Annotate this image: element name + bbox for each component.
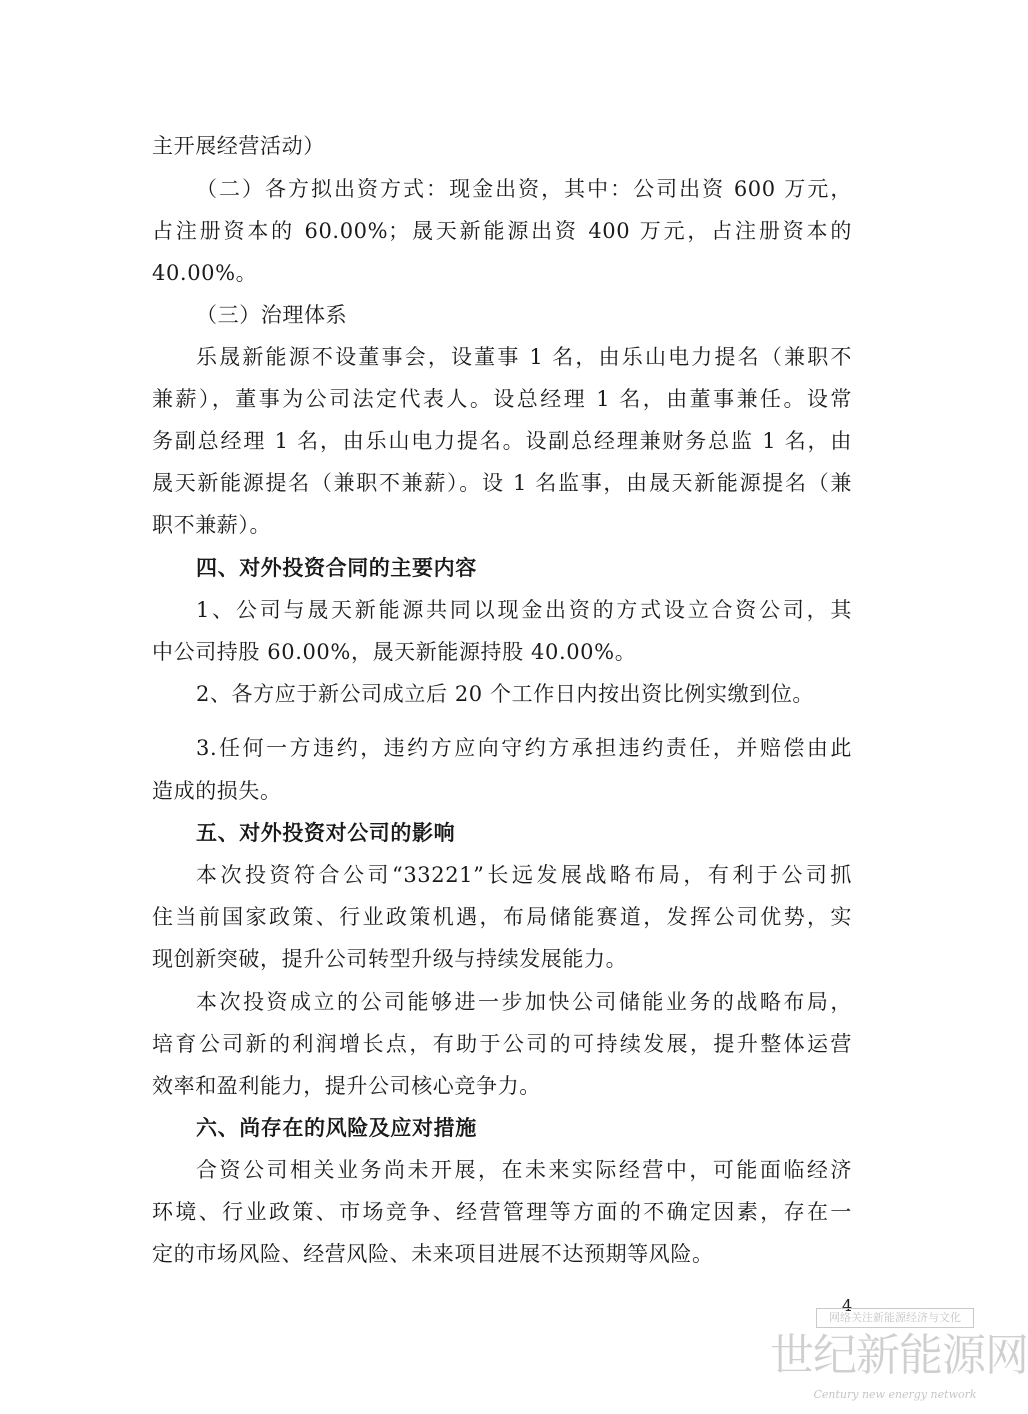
page-number: 4 xyxy=(842,1296,853,1315)
paragraph-line: 职不兼薪）。 xyxy=(152,513,272,537)
paragraph-line: 兼薪），董事为公司法定代表人。设总经理 1 名，由董事兼任。设常 xyxy=(152,387,852,411)
watermark-brand: 世纪新能源网 xyxy=(770,1330,1028,1381)
paragraph-line: 主开展经营活动） xyxy=(152,134,325,158)
paragraph-line: 40.00%。 xyxy=(152,261,258,285)
paragraph-line: 占注册资本的 60.00%；晟天新能源出资 400 万元，占注册资本的 xyxy=(152,219,852,243)
site-watermark xyxy=(770,1308,1028,1408)
paragraph-line: 现创新突破，提升公司转型升级与持续发展能力。 xyxy=(152,947,628,971)
paragraph-line: 环境、行业政策、市场竞争、经营管理等方面的不确定因素，存在一 xyxy=(152,1200,852,1224)
section-heading: 五、对外投资对公司的影响 xyxy=(196,820,456,845)
paragraph-line: 合资公司相关业务尚未开展，在未来实际经营中，可能面临经济 xyxy=(196,1158,852,1182)
section-heading: 六、尚存在的风险及应对措施 xyxy=(196,1115,477,1140)
paragraph-line: 中公司持股 60.00%，晟天新能源持股 40.00%。 xyxy=(152,640,637,664)
paragraph-line: 乐晟新能源不设董事会，设董事 1 名，由乐山电力提名（兼职不 xyxy=(196,345,852,369)
paragraph-line: 务副总经理 1 名，由乐山电力提名。设副总经理兼财务总监 1 名，由 xyxy=(152,429,852,453)
section-heading: 四、对外投资合同的主要内容 xyxy=(196,555,477,580)
paragraph-line: 造成的损失。 xyxy=(152,779,282,803)
paragraph-line: 培育公司新的利润增长点，有助于公司的可持续发展，提升整体运营 xyxy=(152,1032,852,1056)
paragraph-line: 本次投资成立的公司能够进一步加快公司储能业务的战略布局， xyxy=(196,990,852,1014)
paragraph-line: 效率和盈利能力，提升公司核心竞争力。 xyxy=(152,1074,541,1098)
watermark-slogan: 网络关注新能源经济与文化 xyxy=(816,1308,974,1328)
paragraph-line: 定的市场风险、经营风险、未来项目进展不达预期等风险。 xyxy=(152,1242,714,1266)
paragraph-line: 住当前国家政策、行业政策机遇，布局储能赛道，发挥公司优势，实 xyxy=(152,905,852,929)
paragraph-line: 2、各方应于新公司成立后 20 个工作日内按出资比例实缴到位。 xyxy=(196,682,815,706)
paragraph-line: 3.任何一方违约，违约方应向守约方承担违约责任，并赔偿由此 xyxy=(196,736,852,760)
subsection-heading: （三）治理体系 xyxy=(196,303,348,327)
paragraph-line: （二）各方拟出资方式：现金出资，其中：公司出资 600 万元， xyxy=(196,177,852,201)
paragraph-line: 1、公司与晟天新能源共同以现金出资的方式设立合资公司，其 xyxy=(196,598,852,622)
paragraph-line: 本次投资符合公司“33221”长远发展战略布局，有利于公司抓 xyxy=(196,863,852,887)
watermark-english: Century new energy network xyxy=(813,1388,977,1401)
paragraph-line: 晟天新能源提名（兼职不兼薪）。设 1 名监事，由晟天新能源提名（兼 xyxy=(152,471,852,495)
